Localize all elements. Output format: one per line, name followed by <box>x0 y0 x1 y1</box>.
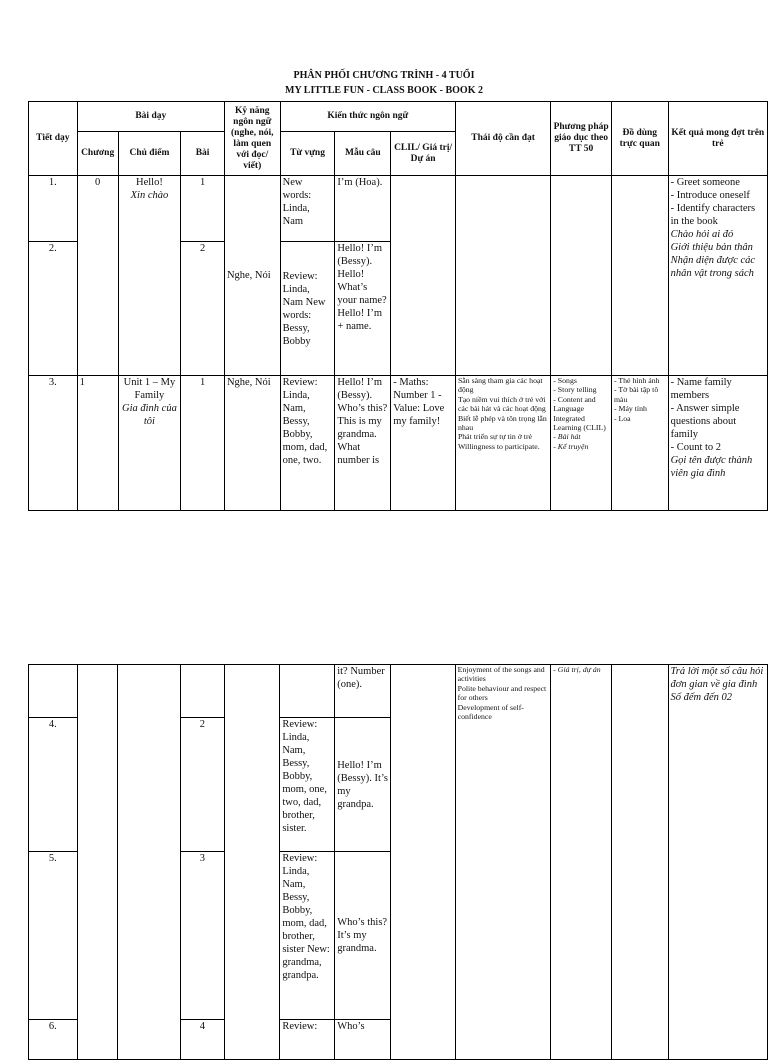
mau-cau-cell: Hello! I’m (Bessy). Who’s this? This is my grandma. What number is <box>335 376 391 511</box>
chuong-cell <box>77 665 118 1060</box>
header-thai-do: Thái độ cần đạt <box>455 102 550 176</box>
phuong-phap-line: - Content and Language Integrated Learning (CLIL) <box>553 394 606 433</box>
table-row <box>29 176 768 242</box>
table-row <box>29 376 768 511</box>
document-subtitle: MY LITTLE FUN - CLASS BOOK - BOOK 2 <box>285 85 483 96</box>
mau-cau-cell: I’m (Hoa). <box>335 176 391 242</box>
header-chuong: Chương <box>77 132 118 176</box>
thai-do-line: Enjoyment of the songs and activities <box>457 665 545 684</box>
header-chu-diem: Chủ điểm <box>118 132 181 176</box>
header-clil: CLIL/ Giá trị/ Dự án <box>391 132 456 176</box>
ket-qua-line: - Identify characters in the book <box>670 203 756 227</box>
chu-diem-vi-text: Xin chào <box>130 190 169 201</box>
thai-do-line: Phát triển sự tự tin ở trẻ <box>457 432 533 442</box>
chu-diem-cell <box>118 376 181 511</box>
clil-cell <box>391 176 456 376</box>
ket-qua-vi-line: Gọi tên được thành viên gia đình <box>670 455 753 479</box>
ket-qua-vi-line: Nhận diện được các nhân vật trong sách <box>670 255 756 279</box>
mau-cau-cell: it? Number (one). <box>335 665 391 718</box>
thai-do-line: Polite behaviour and respect for others <box>457 683 547 703</box>
thai-do-cell <box>455 665 551 1060</box>
ket-qua-line: - Count to 2 <box>670 442 722 453</box>
ket-qua-vi-line: Trả lời một số câu hỏi đơn gian về gia đình <box>670 666 764 690</box>
do-dung-line: - Thẻ hình ảnh <box>613 376 660 385</box>
document-title: PHÂN PHỐI CHƯƠNG TRÌNH - 4 TUỔI <box>293 70 475 81</box>
tiet-cell: 4. <box>29 718 78 852</box>
do-dung-cell <box>611 665 668 1060</box>
phuong-phap-vi-line: - Bài hát <box>553 432 581 442</box>
ket-qua-cell <box>668 376 767 511</box>
ky-nang-cell: Nghe, Nói <box>224 176 280 376</box>
thai-do-cell <box>455 376 550 511</box>
mau-cau-cell: Who’s <box>335 1020 391 1060</box>
phuong-phap-line: - Story telling <box>553 385 597 395</box>
header-mau-cau: Mẫu câu <box>335 132 391 176</box>
thai-do-line: Willingness to participate. <box>457 441 540 451</box>
header-do-dung: Đồ dùng trực quan <box>611 102 668 176</box>
do-dung-line: - Loa <box>613 413 631 423</box>
clil-cell: - Maths: Number 1 - Value: Love my family! <box>391 376 456 511</box>
curriculum-table-page2 <box>28 664 768 1060</box>
tiet-cell: 5. <box>29 852 78 1020</box>
tu-vung-cell: Review: Linda, Nam, Bessy, Bobby, mom, one, two, dad, brother, sister. <box>280 718 335 852</box>
header-tu-vung: Từ vựng <box>280 132 335 176</box>
tiet-cell <box>29 665 78 718</box>
header-bai-day: Bài dạy <box>77 102 224 132</box>
chu-diem-vi-text: Gia đình của tôi <box>122 403 177 427</box>
ky-nang-cell <box>224 665 280 1060</box>
thai-do-line: Biết lễ phép và tôn trọng lẫn nhau <box>457 413 547 433</box>
header-bai: Bài <box>181 132 225 176</box>
tiet-cell: 6. <box>29 1020 78 1060</box>
header-kien-thuc: Kiến thức ngôn ngữ <box>280 102 455 132</box>
bai-cell: 1 <box>181 176 225 242</box>
mau-cau-cell: Hello! I’m (Bessy). Hello! What’s your name? Hello! I’m + name. <box>335 242 391 376</box>
ky-nang-cell: Nghe, Nói <box>224 376 280 511</box>
clil-cell <box>391 665 456 1060</box>
thai-do-line: Development of self-confidence <box>457 702 524 722</box>
tu-vung-cell: Review: Linda, Nam New words: Bessy, Bobby <box>280 242 335 376</box>
chu-diem-text: Unit 1 – My Family <box>123 377 176 401</box>
header-tiet-day: Tiết dạy <box>29 102 78 176</box>
phuong-phap-vi-line: - Kể truyện <box>553 441 589 451</box>
tiet-cell: 3. <box>29 376 78 511</box>
do-dung-line: - Máy tính <box>613 404 647 414</box>
header-ket-qua: Kết quả mong đợt trên trẻ <box>668 102 767 176</box>
bai-cell: 4 <box>180 1020 224 1060</box>
ket-qua-cell <box>668 665 767 1060</box>
curriculum-table-page1 <box>28 101 768 511</box>
bai-cell: 3 <box>180 852 224 1020</box>
chu-diem-cell <box>118 665 181 1060</box>
bai-cell: 2 <box>181 242 225 376</box>
ket-qua-vi-line: Chào hỏi ai đó <box>670 229 734 240</box>
chuong-cell: 0 <box>77 176 118 376</box>
chuong-cell: 1 <box>77 376 118 511</box>
bai-cell: 2 <box>180 718 224 852</box>
chu-diem-cell <box>118 176 181 376</box>
ket-qua-line: - Answer simple questions about family <box>670 403 740 440</box>
ket-qua-cell <box>668 176 767 376</box>
thai-do-cell <box>455 176 550 376</box>
tu-vung-cell: Review: Linda, Nam, Bessy, Bobby, mom, dad, brother, sister New: grandma, grandpa. <box>280 852 335 1020</box>
ket-qua-line: - Name family members <box>670 377 732 401</box>
tu-vung-cell: Review: <box>280 1020 335 1060</box>
ket-qua-line: - Introduce oneself <box>670 190 750 201</box>
bai-cell: 1 <box>181 376 225 511</box>
do-dung-cell <box>611 376 668 511</box>
tiet-cell: 2. <box>29 242 78 376</box>
thai-do-line: Sẵn sàng tham gia các hoạt động <box>457 376 543 395</box>
phuong-phap-line: - Songs <box>553 376 577 385</box>
ket-qua-line: - Greet someone <box>670 177 740 188</box>
tu-vung-cell: Review: Linda, Nam, Bessy, Bobby, mom, dad, one, two. <box>280 376 335 511</box>
phuong-phap-cell <box>551 176 612 376</box>
phuong-phap-cell: - Giá trị, dự án <box>551 665 612 1060</box>
do-dung-cell <box>611 176 668 376</box>
mau-cau-cell: Hello! I’m (Bessy). It’s my grandpa. <box>335 718 391 852</box>
ket-qua-vi-line: Số đếm đến 02 <box>670 692 733 703</box>
phuong-phap-cell <box>551 376 612 511</box>
tiet-cell: 1. <box>29 176 78 242</box>
bai-cell <box>180 665 224 718</box>
mau-cau-cell: Who’s this? It’s my grandma. <box>335 852 391 1020</box>
chu-diem-text: Hello! <box>136 177 163 188</box>
thai-do-line: Tạo niềm vui thích ở trẻ với các bài hát và các hoạt động <box>457 394 546 414</box>
table-row <box>29 665 768 718</box>
tu-vung-cell: New words: Linda, Nam <box>280 176 335 242</box>
tu-vung-cell <box>280 665 335 718</box>
header-ky-nang: Kỹ năng ngôn ngữ (nghe, nói, làm quen với đọc/ viết) <box>224 102 280 176</box>
ket-qua-vi-line: Giới thiệu bản thân <box>670 242 753 253</box>
do-dung-line: - Tờ bài tập tô màu <box>613 385 659 404</box>
header-phuong-phap: Phương pháp giáo dục theo TT 50 <box>551 102 612 176</box>
